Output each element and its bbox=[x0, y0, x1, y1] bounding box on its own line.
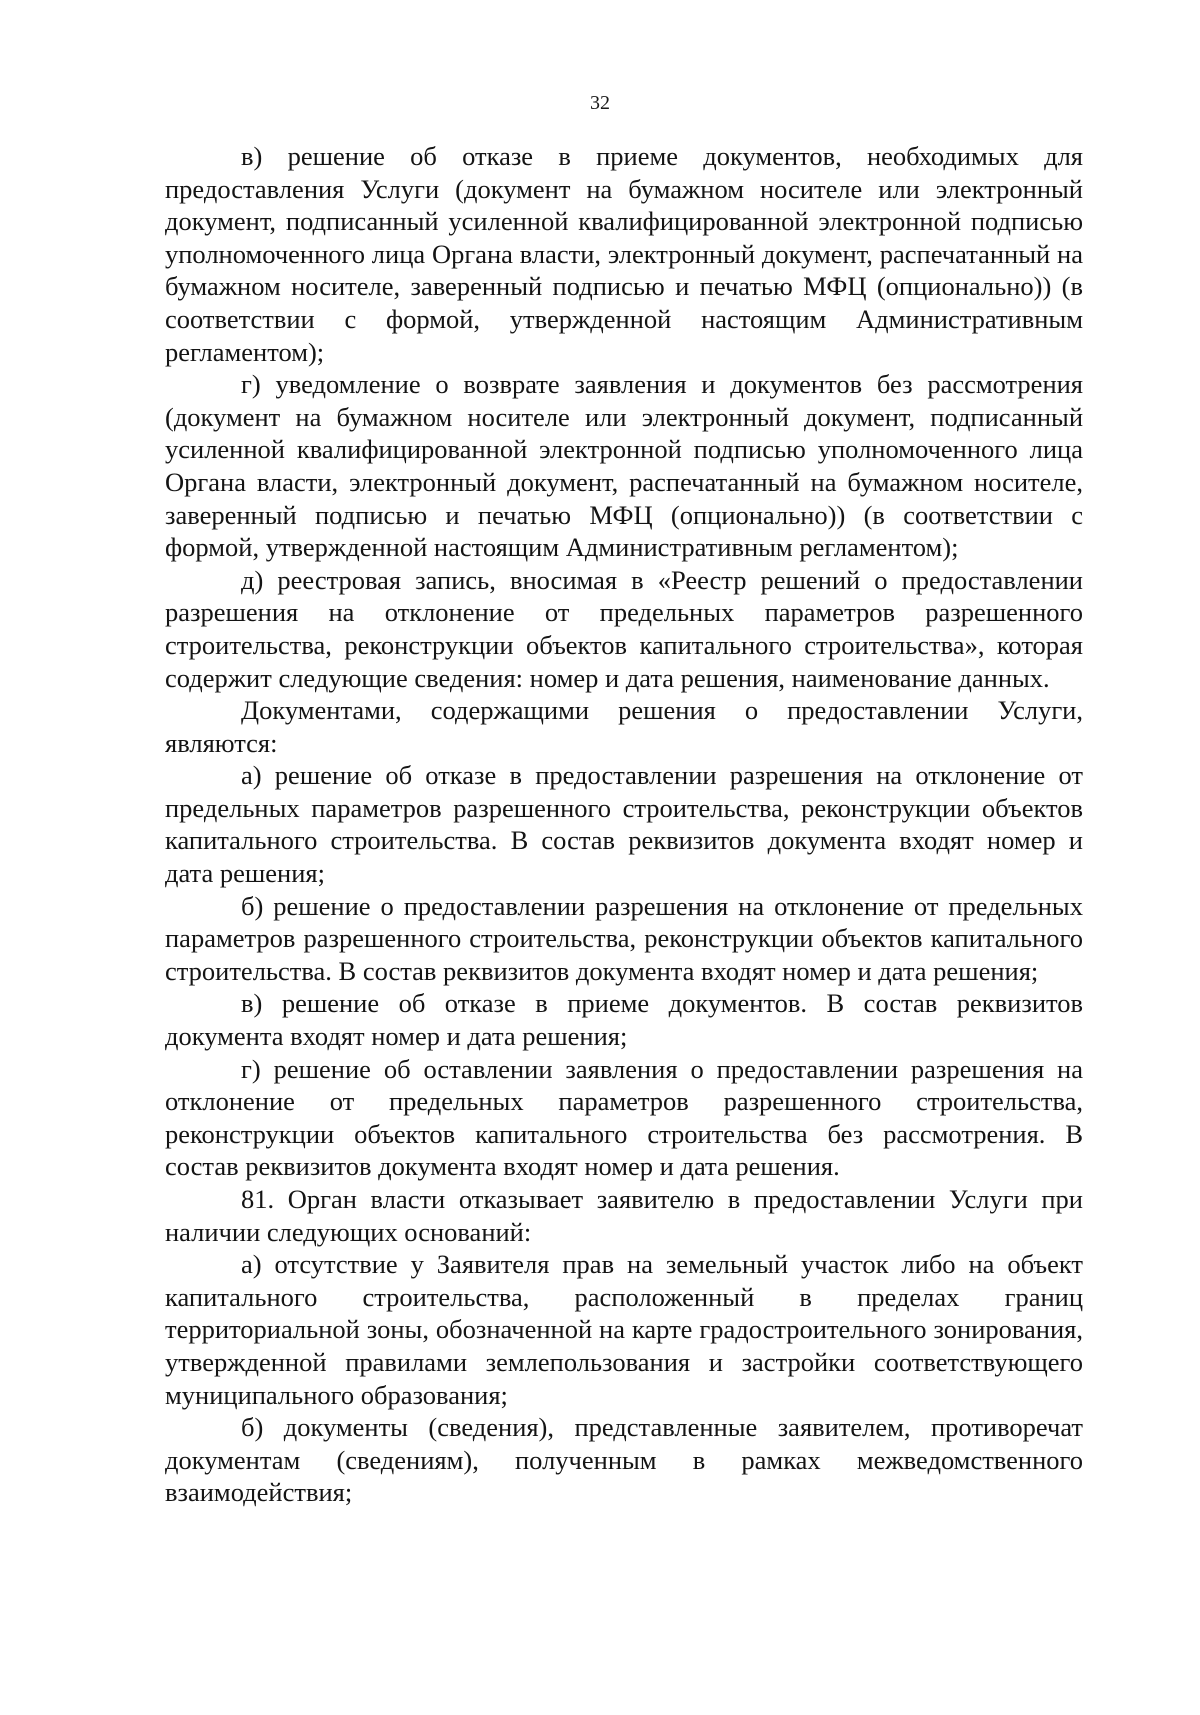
paragraph-a-refusal-decision: а) решение об отказе в предоставлении разрешения на отклонение от предельных параметров разрешенного строительства, реконструкции объектов капитального строительства. В состав реквизитов документа входят номер и дата решения; bbox=[165, 760, 1083, 889]
paragraph-b-grant-decision: б) решение о предоставлении разрешения на отклонение от предельных параметров разрешенного строительства, реконструкции объектов капитального строительства. В состав реквизитов документа входят номер и дата решения; bbox=[165, 890, 1083, 986]
paragraph-d-registry-record: д) реестровая запись, вносимая в «Реестр решений о предоставлении разрешения на отклонение от предельных параметров разрешенного строительства, реконструкции объектов капитального строительства», которая содержит следующие сведения: номер и дата решения, наименование данных. bbox=[165, 564, 1083, 693]
page-number: 32 bbox=[590, 92, 610, 114]
paragraph-81-grounds-intro: 81. Орган власти отказывает заявителю в предоставлении Услуги при наличии следующих оснований: bbox=[165, 1184, 1083, 1247]
paragraph-g-return-notice: г) уведомление о возврате заявления и документов без рассмотрения (документ на бумажном носителе или электронный документ, подписанный усиленной квалифицированной электронной подписью уполномоченного лица Органа власти, электронный документ, распечатанный на бумажном носителе, заверенный подписью и печатью МФЦ (опционально)) (в соответствии с формой, утвержденной настоящим Административным регламентом); bbox=[165, 369, 1083, 563]
paragraph-b-contradiction: б) документы (сведения), представленные заявителем, противоречат документам (сведениям), полученным в рамках межведомственного взаимодействия; bbox=[165, 1412, 1083, 1508]
paragraph-decision-documents-intro: Документами, содержащими решения о предоставлении Услуги, являются: bbox=[165, 695, 1083, 758]
document-body bbox=[165, 140, 1083, 1509]
paragraph-v-refusal-acceptance: в) решение об отказе в приеме документов, необходимых для предоставления Услуги (документ на бумажном носителе или электронный документ, подписанный усиленной квалифицированной электронной подписью уполномоченного лица Органа власти, электронный документ, распечатанный на бумажном носителе, заверенный подписью и печатью МФЦ (опционально)) (в соответствии с формой, утвержденной настоящим Административным регламентом); bbox=[165, 141, 1083, 367]
paragraph-g-without-consideration: г) решение об оставлении заявления о предоставлении разрешения на отклонение от предельных параметров разрешенного строительства, реконструкции объектов капитального строительства без рассмотрения. В состав реквизитов документа входят номер и дата решения. bbox=[165, 1053, 1083, 1182]
paragraph-v-refusal-documents: в) решение об отказе в приеме документов. В состав реквизитов документа входят номер и дата решения; bbox=[165, 988, 1083, 1052]
paragraph-a-no-rights: а) отсутствие у Заявителя прав на земельный участок либо на объект капитального строительства, расположенный в пределах границ территориальной зоны, обозначенной на карте градостроительного зонирования, утвержденной правилами землепользования и застройки соответствующего муниципального образования; bbox=[165, 1249, 1083, 1410]
